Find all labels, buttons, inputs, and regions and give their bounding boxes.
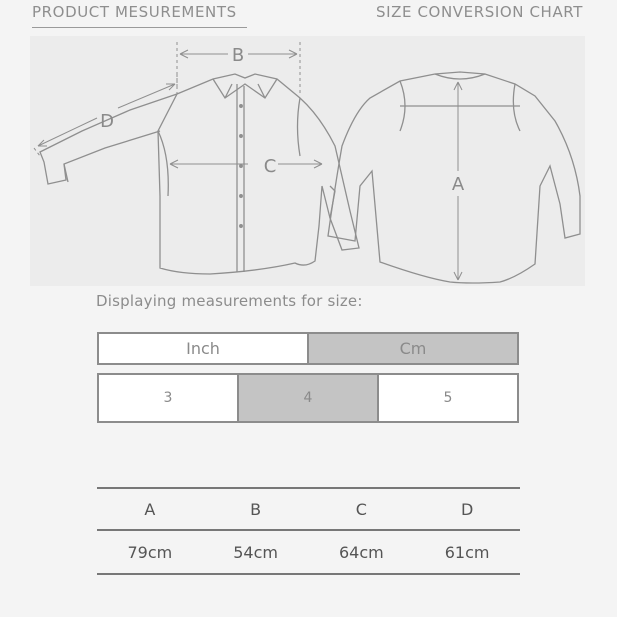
- label-b: B: [231, 45, 245, 66]
- unit-inch-button[interactable]: Inch: [186, 339, 220, 358]
- size-3-button[interactable]: 3: [163, 390, 173, 406]
- label-d: D: [100, 111, 114, 132]
- measurements-table: [97, 487, 520, 575]
- header-a: A: [97, 488, 203, 530]
- shirt-diagram-svg: [30, 36, 585, 286]
- size-4-button[interactable]: 4: [237, 375, 377, 421]
- front-left-sleeve: [40, 94, 177, 184]
- shirt-measurement-diagram: [30, 36, 585, 286]
- size-selector-label: Displaying measurements for size:: [96, 292, 363, 310]
- tab-product-measurements[interactable]: PRODUCT MESUREMENTS: [32, 3, 247, 28]
- header-c: C: [309, 488, 415, 530]
- value-c: 64cm: [309, 530, 415, 574]
- front-shirt-body: [158, 74, 359, 274]
- unit-cm-button[interactable]: Cm: [307, 334, 517, 363]
- size-5-button[interactable]: 5: [377, 375, 517, 421]
- header-d: D: [414, 488, 520, 530]
- value-b: 54cm: [203, 530, 309, 574]
- back-yoke: [400, 81, 520, 131]
- label-c: C: [263, 156, 277, 177]
- value-d: 61cm: [414, 530, 520, 574]
- table-row: [97, 530, 520, 574]
- front-collar: [213, 79, 277, 98]
- table-header-row: [97, 488, 520, 530]
- value-a: 79cm: [97, 530, 203, 574]
- label-a: A: [451, 174, 465, 195]
- tab-size-conversion-chart[interactable]: SIZE CONVERSION CHART: [376, 3, 583, 21]
- header-b: B: [203, 488, 309, 530]
- unit-toggle: [97, 332, 519, 365]
- size-selector: [97, 373, 519, 423]
